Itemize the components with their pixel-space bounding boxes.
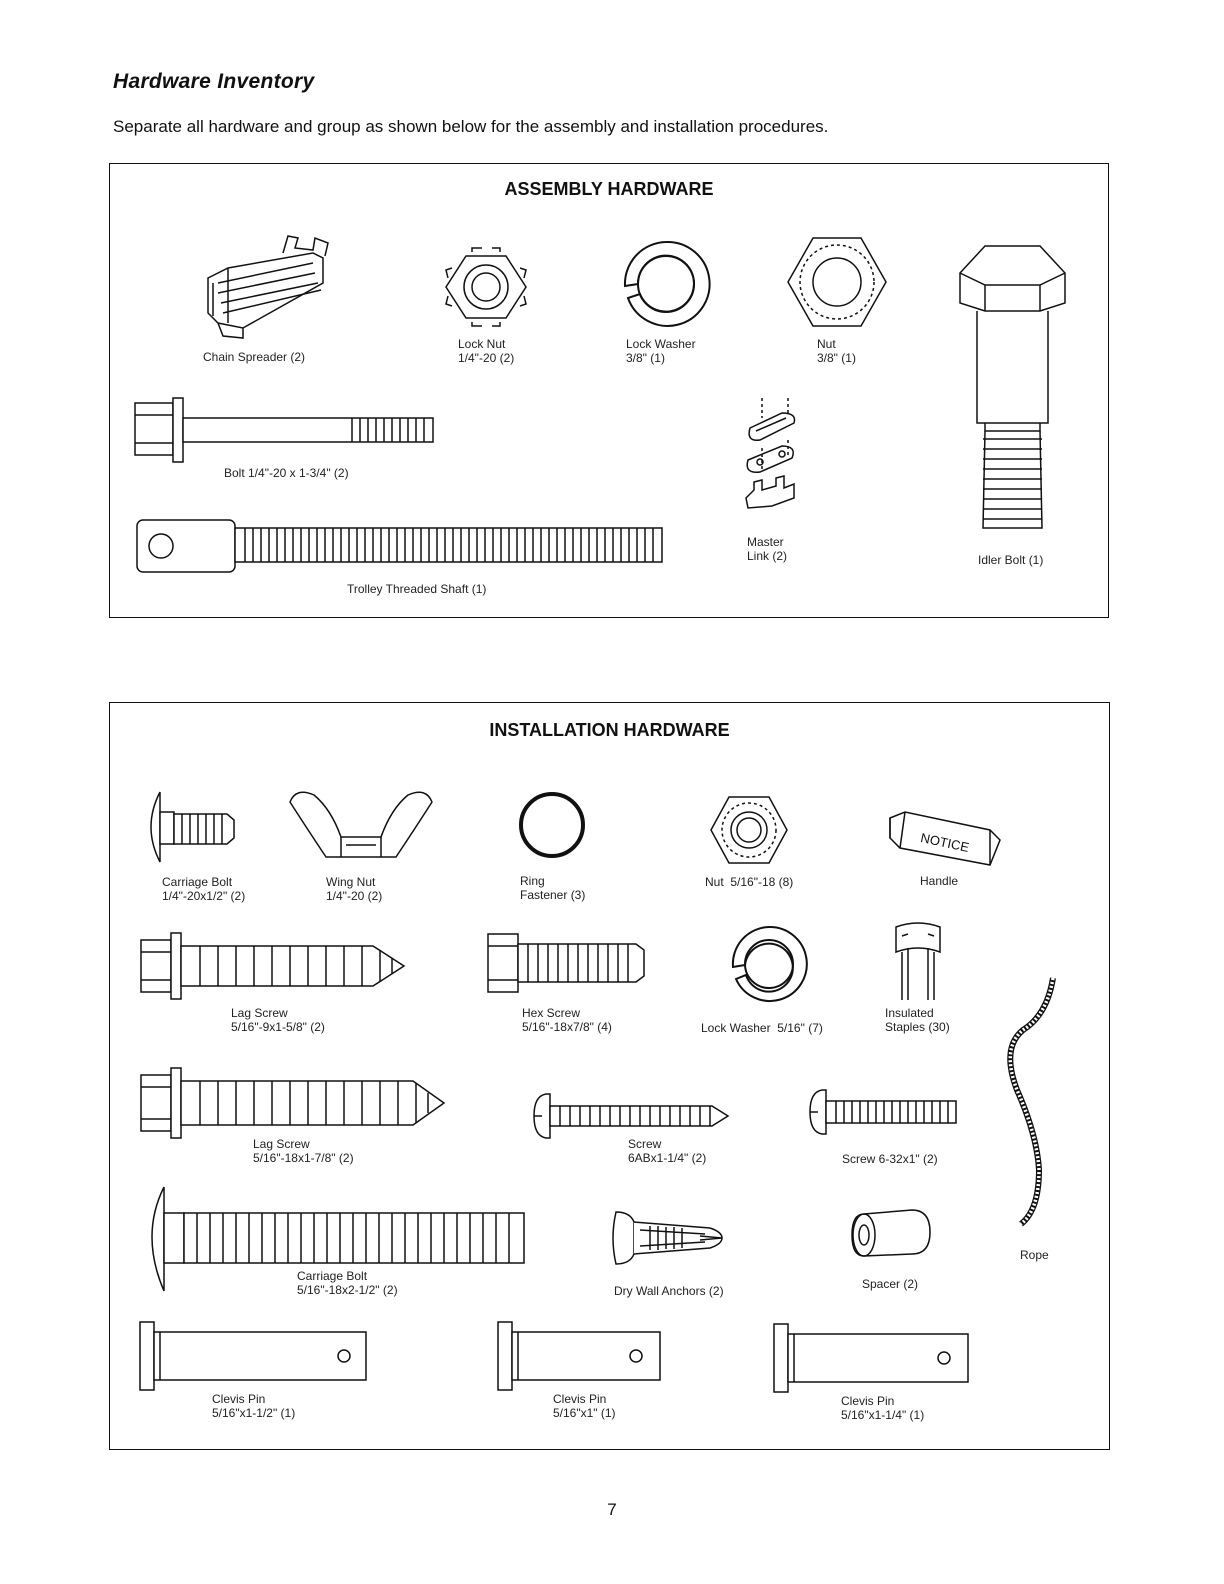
- lock-washer-illustration: [620, 238, 712, 330]
- master-link-illustration: [742, 398, 802, 516]
- handle-label: Handle: [920, 874, 959, 888]
- rope-illustration: [1003, 970, 1063, 1230]
- screw-6-32-illustration: [808, 1088, 960, 1136]
- lag-screw-2-illustration: [138, 1065, 448, 1141]
- chain-spreader-label: Chain Spreader (2): [203, 350, 306, 364]
- rope-label: Rope: [1020, 1248, 1049, 1262]
- idler-bolt-label: Idler Bolt (1): [978, 553, 1044, 567]
- trolley-shaft-label: Trolley Threaded Shaft (1): [347, 582, 487, 596]
- lag-screw-1-illustration: [138, 930, 408, 1002]
- wing-nut-illustration: [286, 787, 436, 859]
- carriage-bolt-small-illustration: [142, 790, 237, 865]
- nut-label: Nut 3/8" (1): [817, 337, 856, 365]
- clevis-pin-2-label: Clevis Pin 5/16"x1" (1): [553, 1392, 616, 1420]
- lag-screw-1-label: Lag Screw 5/16"-9x1-5/8" (2): [231, 1006, 325, 1034]
- chain-spreader-illustration: [203, 228, 333, 343]
- page-number: 7: [607, 1500, 617, 1519]
- hex-screw-illustration: [486, 932, 648, 994]
- clevis-pin-1-illustration: [138, 1320, 370, 1392]
- dry-wall-anchors-illustration: [610, 1210, 725, 1266]
- carriage-bolt-long-label: Carriage Bolt 5/16"-18x2-1/2" (2): [297, 1269, 398, 1297]
- nut-5-16-label: Nut 5/16"-18 (8): [705, 875, 794, 889]
- handle-notice-text: NOTICE: [919, 830, 971, 855]
- page-title: Hardware Inventory: [113, 70, 315, 93]
- insulated-staples-label: Insulated Staples (30): [885, 1006, 950, 1034]
- handle-illustration: [885, 810, 1003, 870]
- screw-6ab-label: Screw 6ABx1-1/4" (2): [628, 1137, 707, 1165]
- screw-6ab-illustration: [532, 1092, 732, 1140]
- master-link-label: Master Link (2): [747, 535, 788, 563]
- bolt-illustration: [132, 395, 437, 467]
- clevis-pin-3-label: Clevis Pin 5/16"x1-1/4" (1): [841, 1394, 925, 1422]
- spacer-illustration: [850, 1208, 932, 1258]
- trolley-shaft-illustration: [135, 518, 665, 576]
- wing-nut-label: Wing Nut 1/4"-20 (2): [326, 875, 383, 903]
- carriage-bolt-small-label: Carriage Bolt 1/4"-20x1/2" (2): [162, 875, 246, 903]
- clevis-pin-3-illustration: [772, 1322, 972, 1394]
- lock-washer-5-16-illustration: [728, 923, 810, 1005]
- lag-screw-2-label: Lag Screw 5/16"-18x1-7/8" (2): [253, 1137, 354, 1165]
- intro-text: Separate all hardware and group as shown below for the assembly and installation procedures.: [113, 117, 829, 136]
- assembly-heading: ASSEMBLY HARDWARE: [504, 179, 714, 199]
- screw-6-32-label: Screw 6-32x1" (2): [842, 1152, 938, 1166]
- nut-illustration: [785, 235, 889, 329]
- insulated-staples-illustration: [888, 922, 948, 1002]
- clevis-pin-2-illustration: [496, 1320, 664, 1392]
- idler-bolt-illustration: [955, 243, 1070, 543]
- nut-5-16-illustration: [709, 795, 789, 865]
- ring-fastener-illustration: [515, 790, 590, 860]
- bolt-label: Bolt 1/4"-20 x 1-3/4" (2): [224, 466, 349, 480]
- lock-nut-label: Lock Nut 1/4"-20 (2): [458, 337, 515, 365]
- lock-washer-5-16-label: Lock Washer 5/16" (7): [701, 1021, 823, 1035]
- dry-wall-anchors-label: Dry Wall Anchors (2): [614, 1284, 724, 1298]
- clevis-pin-1-label: Clevis Pin 5/16"x1-1/2" (1): [212, 1392, 296, 1420]
- ring-fastener-label: Ring Fastener (3): [520, 874, 586, 902]
- hex-screw-label: Hex Screw 5/16"-18x7/8" (4): [522, 1006, 612, 1034]
- lock-nut-illustration: [442, 248, 530, 326]
- spacer-label: Spacer (2): [862, 1277, 919, 1291]
- lock-washer-label: Lock Washer 3/8" (1): [626, 337, 696, 365]
- installation-heading: INSTALLATION HARDWARE: [489, 720, 730, 740]
